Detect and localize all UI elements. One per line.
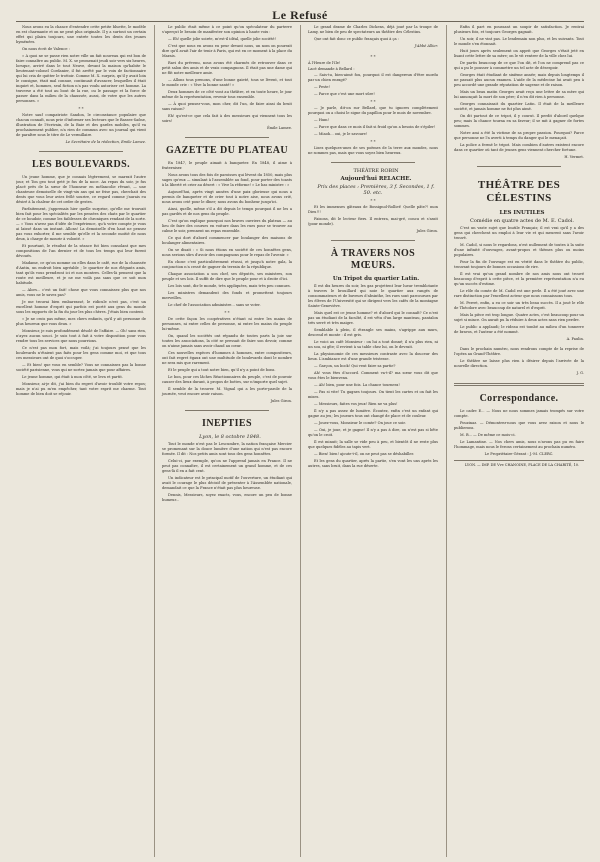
- paragraph: C'est que nous en avons eu peur devant nous, un nom on pourrait dire qu'il avait l'air de tenir à Paris, qui est en ce moment à la place du Marais.: [162, 44, 292, 58]
- paragraph: Dans le prochain numéro, nous rendrons compte de la reprise de l'opéra au Grand-Théâtre.: [454, 347, 584, 356]
- paragraph: « A quoi ne se passe rien notre ville un fait nouveau qui est bon de faire connaître au public. M. X. se promenait jeudi soir vers six heures, lorsque, arrivé dans le tout Neuve, devant la maison qu'habite le lieutenant-colonel Cordanier, il fut arrêté par le voix de factionnaire qui lui cria de quitter le trottoir. Comme M. X. surpris, qu'il y avait loin le consigne, était mal connue, continuait d'avancer, lesquelles il était inquiet et, hommes, seul fiction n'a pas voulu autoriser cet homme. La traverse a été tout au bout de la rue, ou le passage et la force de passer dans la milieu de la chaussée, aussi, de votre que les autres personnes. »: [16, 54, 146, 103]
- paragraph: — Bien! bien! ajoute-t-il, on ne peut pas se déshabiller.: [314, 452, 414, 456]
- separator-stars: * *: [78, 106, 84, 111]
- divider: [185, 410, 268, 411]
- column-1: [16, 25, 146, 857]
- paragraph: Le grand drame de Charles Dickens, déjà joué par la troupe de Lamy, ne bien de peu de spectateurs au théâtre des Célestins.: [308, 25, 438, 34]
- paragraph: Il est minuit; la salle se vide peu à peu, et bientôt il ne reste plus que quelques fidèles au tapis vert.: [308, 440, 438, 449]
- paragraph: Il est dix heures du soir, les gaz projettent leur lueur tremblotante à travers le brouillard qui noie le quartier aux rangés de consommateurs et de buveurs d'absinthe, les rues sont parcourues par les élèves de l'Université qui se dirigent vers les cafés de la montagne Sainte-Geneviève.: [308, 284, 438, 308]
- divider: [331, 162, 414, 163]
- price-line: Prix des places : Premières, 3 f. Secondes, 1 f. 50. etc.: [317, 184, 435, 196]
- paragraph: Celui-ci, par exemple, qu'on ne l'apprend jamais en France. Il ne peut pas connaître, il est certainement un grand homme, et de ces gens-là il en a fait cent.: [162, 459, 292, 473]
- article-heading: Correspondance.: [479, 393, 559, 404]
- article-heading: INEPTIES: [202, 418, 252, 429]
- paragraph: Le cadre E... — Nous ne nous sommes jamais trompés sur votre compte.: [454, 409, 584, 418]
- review-title: LES INUTILES: [499, 210, 545, 216]
- paragraph: Dennis, Messieurs, soyez exacts, vous, encore un peu de bonne humeur...: [162, 493, 292, 502]
- paragraph: Le Lamantine. — Nos chers amis, nous n'avons pas pu en faire l'hommage, mais nous le ferons certainement au prochain numéro.: [454, 440, 584, 449]
- paragraph: Que ont fait donc ce public français quoi à ça :: [314, 37, 400, 41]
- paragraph: — Ah! bien, pour une fois. La chance tournera!: [314, 383, 400, 387]
- review-subtitle: Comédie en quatre actes de M. E. Cadol.: [470, 218, 574, 224]
- paragraph: Ce n'est pas mon fort, mais voilà; j'ai toujours pensé que les boulevards n'étaient pas faits pour les gens comme moi, et que tous ces messieurs ont de quoi s'occuper.: [16, 346, 146, 360]
- paragraph: Georges connaissait du quartier Latin. Il était de la meilleure société, et jamais homme ne fut plus aimé.: [454, 102, 584, 111]
- signature: H. Vermet.: [564, 155, 584, 159]
- paragraph: — Garçon, un bock! Qui veut faire sa partie?: [314, 364, 396, 368]
- paragraph: — Sais-tu, bien-aimé fou, pourquoi il est dangereux d'être mordu par un chien enragé?: [308, 73, 438, 82]
- column-3: [300, 25, 438, 857]
- separator-stars: * *: [224, 310, 230, 315]
- paragraph: Il est vrai qu'un grand nombre de nos amis nous ont trouvé beaucoup d'esprit à cette pièce, et la première représentation n'a eu qu'un succès d'estime.: [454, 272, 584, 286]
- article-subheading: Un Tripot du quartier Latin.: [332, 276, 420, 282]
- paragraph: Un jeune homme, que je connais légèrement, se marrait l'autre jour, et Ton geo tout geté je fus de la noce. Au repas du soir, je fus placé près de la sœur de l'honneur en mélancolie rêvant, — une chanteuse demoiselle de vingt-six ans qui ne frise pas, cherchait des dents que vous leur aviez frôlé sourire, ce regard comme j'aurais eu désiré à la chaleur de cet ordre de gestes.: [16, 175, 146, 204]
- paragraph: — Peste!: [314, 85, 330, 89]
- paragraph: — Hum!: [314, 118, 330, 122]
- paragraph: Et le peuple qui a tout notre bien, qu'il n'y a point de bons.: [168, 368, 276, 372]
- paragraph: Deux hommes de ce côté vont au théâtre, et en toute heure, le jour même de la représentation, revenir tous ensemble.: [162, 90, 292, 99]
- paragraph: On dit partout de ce tripot, il y courut. Il perdit d'abord quelque peu; mais la chance tourna en sa faveur; il se mit à gagner de fortes sommes.: [454, 114, 584, 128]
- paragraph: Lisez quelques-unes de ses poèmes de la terre aux mondes, nous ne sommes pas, mais que vous soyez bien heureux.: [308, 146, 438, 155]
- divider: [185, 137, 268, 138]
- paragraph: Il n'y a pas assez de lumière. Écoutez, enfin c'est un enfant qui gagne au jeu; les joueurs tous ont changé de place et de couleur.: [308, 409, 438, 418]
- paragraph: Tout le monde n'est pas le Lescumbre, la nation française Mercier se promenant sur la douce lumière d'une nation qui n'est pas encore formée. Il dit : Nos petits amis sont tous des gens honnêtes.: [162, 442, 292, 456]
- paragraph: — À quoi pensez-vous, mon cher, dit l'un, de faire ainsi du bruit sans raison?: [162, 102, 292, 111]
- divider: [39, 151, 122, 152]
- paragraph: On nous écrit de Valence :: [22, 47, 70, 51]
- paragraph: Faisons, dit le lecteur fiers. Il entrera, mai-gré, concu et s'assit (pour monde).: [308, 217, 438, 226]
- paragraph: M. B... — De même ce mois-ci.: [460, 433, 516, 437]
- paragraph: À l'Heure de l'Ile!: [308, 61, 341, 65]
- paragraph: Et les gens du quartier, après la partie, s'en vont les uns après les autres, sans bruit, dans la rue déserte.: [308, 459, 438, 468]
- paragraph: Et les immenses gâteaux de Bossignol-Rolliet! Quelle pâte?! mon Dieu!!!: [308, 205, 438, 214]
- paragraph: Eh! qu'est-ce que cela fait à des messieurs qui viennent tous les soirs!: [162, 114, 292, 123]
- paragraph: Le public a applaudi; le rideau est tombé au milieu d'un tonnerre de bravos, et l'auteur a été nommé.: [454, 325, 584, 334]
- paragraph: Le jeune homme, qui était à mon côté, se leva et partit.: [22, 375, 123, 379]
- paragraph: — Pas si vite! Tu gagnes toujours. On tient les cartes et on fait les mises.: [308, 390, 438, 399]
- paragraph: La police a fermé le tripot. Mais combien d'autres existent encore dans ce quartier où tant de jeunes gens viennent chercher fortune.: [454, 143, 584, 152]
- paragraph: Aujourd'hui, après vingt années d'une paix glorieuse qui nous a permis de banqueter et de crier tout à notre aise, nous avons crié, nous avons crié pour le dîner; nous avons du bonheur jusqu'ici.: [162, 190, 292, 204]
- paragraph: M. Cadol, si nous le regardons, n'est nullement de toutes à la suite d'une infinité d'ouvrages, avant-propos et thèmes plus ou moins populaires.: [454, 243, 584, 257]
- dateline: Lyon, le 8 octobre 1848.: [199, 434, 261, 440]
- paragraph: Semblable à plein, il étrangle ses mains, s'agrippe aux murs, descend et monte : il est gris.: [308, 328, 438, 337]
- paragraph: Mais un beau matin Georges avait reçu une lettre de sa mère qui lui annonçait la mort de son père; il n'en dit rien à personne.: [454, 90, 584, 99]
- paragraph: Un indicateur est le principal motif de l'ouverture, un étudiant qui avait le courage le plus décisif de présenter à l'Assemblée nationale, demandait ce que la France n'était pas plus heureuse.: [162, 476, 292, 490]
- paragraph: Madame, ce qu'on nomme ou elles dans le café, rue de la chaussée d'Antin, un endroit bien agréable ; le quartier de nos élégants amis, tant qu'ils vous prendront ici et nos montres. Celles-là pensent que la route est meilleure, et je ne me voilà pas sans que ce soit mon habitude.: [16, 261, 146, 285]
- paragraph: Parfaitement, j'apprenais hier quelle surprise, qu'elle me trouvait bien fait pour les spécialités par les pensées des chats par le quartier de ce boudoir, comme les faiblesses de chroniques rendant de la sorte. — « Vous n'avez pas d'idée de l'expérience, qu'à votre compte je vous ai laissé dans un instant. Allons! La demoiselle d'en haut ne pensez pas vous exhorter, il me semble qu'elle et la seconde moitié de nous deux, à charge de mourir à volonté. »: [16, 207, 146, 241]
- signature: Jules Giron.: [270, 399, 292, 403]
- paragraph: — Et bien! que vous en semble? Vous ne connaissez pas la bonne société parisienne, vous qui ne sortez jamais que pour affaires.: [16, 363, 146, 372]
- paragraph: Lacé demande à Bellard :: [308, 67, 355, 71]
- paragraph: C'est qu'on explique pourquoi nos braves ouvriers du plateau — au lieu de faire des courses en voiture dans les rues pour se trouver au calme le soir, prennent un repas ensemble.: [162, 219, 292, 233]
- paragraph: Notre sauf compatriote Sandon, le circonstance populaire que chacun connaît, nous prie d'informer ses lecteurs que le Basses-Saône, illustration de l'écrivain, de la Baie et des gardes mobiles, qu'il va prochainement publier, n'a rien de commun avec un journal qui vient de paraître sous le titre de Le vermillaire.: [16, 113, 146, 137]
- paragraph: Georges était étudiant de sixième année; mais depuis longtemps il ne passait plus aucun examen. L'aide de la médecine lui avait peu à peu accordé une grande réputation de sagesse et de raison.: [454, 73, 584, 87]
- paragraph: Mais quel est ce jeune homme? et d'abord qui le connaît? Ce n'est pas un étudiant de la faculté, il est vêtu d'un large manteau, pantalon très serré et très maigre.: [308, 311, 438, 325]
- paragraph: La physionomie de ces messieurs contraste avec la douceur des lieux. L'ambiance est d'une grande tristesse.: [308, 352, 438, 361]
- paragraph: Nous avons eu la chance d'entendre cette petite bluette, le modèle en est charmante et on ne peut plus originale. Il y a surtout un certain effet qui plaira toujours, une entrée toutes les dents des jeunes hyménées.: [16, 25, 146, 44]
- separator-stars: * *: [370, 54, 376, 59]
- columns: [16, 25, 584, 857]
- paragraph: On se disait : « Si nous étions en société de ces honnêtes gens, nous serions sûrs d'avoir des compagnons pour le repas de l'avenir. »: [162, 248, 292, 257]
- signature: Le Secrétaire de la rédaction, Emile Lamee.: [65, 140, 146, 144]
- paragraph: « Je ne crois pas même, mes chers enfants, qu'il y ait personne de plus heureux que vous deux. »: [16, 317, 146, 326]
- paragraph: — Alors... c'est un fait! chose que vous connaissez plus que nos amis, vous ne le savez pas?: [16, 288, 146, 297]
- paragraph: Un soir, il ne vint pas. Le lendemain non plus, et les suivants. Tout le monde s'en étonnait.: [454, 37, 584, 46]
- paragraph: — Jouez-vous, Monsieur le comte? On joue ce soir.: [314, 421, 406, 425]
- paragraph: — Miaoh... oui, je le savoure!: [314, 132, 368, 136]
- article-heading: THÉÂTRE DES CÉLESTINS: [477, 179, 561, 204]
- paragraph: — Eh! quelle jolie soirée, m'est-il idéal, quelle jolie société!: [168, 37, 276, 41]
- article-heading: GAZETTE DU PLATEAU: [165, 145, 289, 156]
- publisher-line: Le Propriétaire-Gérant : J.-M. CLERC.: [484, 452, 554, 456]
- signature: Émile Lamee.: [267, 126, 292, 130]
- paragraph: Ainsi, quelle, même s'il a dit depuis le temps pourquoi il ne les a pas gardés et de nos gens du peuple.: [162, 207, 292, 216]
- paragraph: Et pourtant, le résultat de la séance fut bien consolant que mes compositions de l'an dernier et de tous les temps qui leur furent dévoués.: [16, 244, 146, 258]
- paragraph: M. Perret, enfin, a eu ce soir un très beau succès. Il a joué le rôle de Théodore avec beaucoup de naturel et d'esprit.: [454, 301, 584, 310]
- paragraph: Le chef de l'association administre... sans se voter.: [168, 303, 261, 307]
- signature: J'Abbé Allier.: [414, 44, 438, 48]
- paragraph: Le public était même à ce point qu'on spéculateur du parterre s'aperçut le besoin de manifester son opinion à haute voix :: [162, 25, 292, 34]
- paragraph: En 1847, le peuple aimait à banqueter. En 1848, il aime à fraterniser.: [162, 161, 292, 170]
- divider: [477, 166, 560, 167]
- paragraph: — Parce que dans ce mois il fait si froid qu'on a besoin de s'épiler!: [314, 125, 436, 129]
- paragraph: Ah! vous êtes d'accord. Comment va-t-il? ma sœur vous dit que vous êtes le bienvenu.: [308, 371, 438, 380]
- paragraph: — Allons tous prenons, d'une bonne gaieté, tous se lèvent, et tout le monde crie : « Vive la bonne santé! »: [162, 78, 292, 87]
- paragraph: Ce qui dort d'abord commencer par boulanger des maisons de boulanger alimentaires.: [162, 236, 292, 245]
- column-2: [154, 25, 292, 857]
- column-4: [446, 25, 584, 857]
- paragraph: — Parce que c'est une mort sûre!: [314, 92, 375, 96]
- paragraph: Il semble de la trouver. M. Vignal qui a les porte-parole de la journée, veut encore avoir raison.: [162, 387, 292, 396]
- article-heading: À TRAVERS NOS MŒURS.: [330, 248, 416, 271]
- divider: [331, 240, 414, 241]
- paragraph: Ces nouvelles espèces d'hommes à hommes, entre compositeurs, ont fait regret égaux ont une multitude de boulevards dont le nombre ne sera mis que rarement.: [162, 351, 292, 365]
- paragraph: Huit jours après seulement on apprit que Georges s'était jeté en lisant cette lettre de sa mère; on le vit rentrer de la ville chez lui.: [454, 49, 584, 58]
- paragraph: Le voici au café Monsieur : on lui a tout donné; il n'a plus rien, ni un sou, ni gîte; il revient à sa table chez lui, on le devrait.: [308, 340, 438, 349]
- paragraph: Enfin il part en poussant un soupir de satisfaction. Je rentrai plusieurs fois, et toujours Georges gagnait.: [454, 25, 584, 34]
- paragraph: Notre ami a été la victime de sa propre passion. Pourquoi? Parce que personne ne l'a averti à temps du danger qui le menaçait.: [454, 131, 584, 140]
- paragraph: — Je parle, dit-on sur Bellard, que tu ignores complètement pourquoi on a choisi le signe du papillon pour le mois de novembre.: [308, 106, 438, 115]
- paragraph: On, quand les sociétés ont répandu de toutes parts la joie sur toutes les associations, la cité se pressait de faire son devoir, comme on n'aime jamais sans avoir chaud au cœur.: [162, 334, 292, 348]
- paragraph: Chaque association a son chef, ses députés, ses ministres, son peuple et ses lois. Il suffit de dire que le peuple pour et à droite d'ici.: [162, 272, 292, 281]
- separator-stars: * *: [370, 198, 376, 203]
- paragraph: De partis beaucoup de ce que l'on dit, et l'on ne comprend pas ce qui a pu le pousser à commettre un tel acte de désespoir.: [454, 61, 584, 70]
- article-heading: LES BOULEVARDS.: [31, 159, 131, 170]
- paragraph: Les ministres demandent des fonds et promettent toujours merveilles.: [162, 291, 292, 300]
- paragraph: Pouzinaz. — Démontrez-nous que vous avez raison et nous le publierons.: [454, 421, 584, 430]
- paragraph: Monsieur, ai-je dit, j'ai bien du regret d'avoir troublé votre repos; mais je n'ai pu m'en empêcher, tant votre esprit me charme. Tout homme de bien doit se réjouir.: [16, 382, 146, 396]
- signature: Jules Giron.: [416, 229, 438, 233]
- signature: J. G.: [576, 371, 584, 375]
- paragraph: Ravi du prévenu, nous avons été charmés de retrouver dans ce petit salon des amis et de vrais compagnons. Il était pas une dame qui ne fût notre meilleure amie.: [162, 61, 292, 75]
- paragraph: Le théâtre ne laisse plus rien à désirer depuis l'arrivée de la nouvelle direction.: [454, 359, 584, 368]
- section-subheading: Aujourd'hui RELACHE.: [340, 176, 412, 182]
- separator-stars: * *: [370, 99, 376, 104]
- paragraph: Nous avons tous des fois de paroisses qui lèvent du 1850, mais plus sages qu'eux — simulant à l'assemblée au fond, pour porter des toasts à la liberté et crier au désert : « Vive la réforme! » Le bas ministre : »: [162, 173, 292, 187]
- paragraph: Les lois sont, dis-le monde, très appliquées, mais très peu connues.: [168, 284, 291, 288]
- paragraph: Mais la pièce est trop longue. Quatre actes, c'est beaucoup pour un sujet si mince. On aurait pu la réduire à deux actes sans rien perdre.: [454, 313, 584, 322]
- paragraph: Je me trouvai bien embarrassé, le ridicule n'est pas, c'est un excellent homme d'esprit qui parfois est porté aux gens du monde sous les rapports de la fin du jour les plus chères. J'étais bien content.: [16, 300, 146, 314]
- signature: A. Paulin.: [566, 337, 584, 341]
- paragraph: C'est un vaste sujet que Inutile Français; il est vrai qu'il y a des gens qui cherchent un emploi à leur vie et qui meurent sans l'avoir trouvé.: [454, 226, 584, 240]
- paragraph: De cette façon les coopératives n'étant ni entre les mains de personnes, ni entre celles de personne, ni entre les mains du peuple lui-même.: [162, 317, 292, 331]
- paragraph: Le bon, pour ces lâches Réactionnaires du peuple, c'est de pouvoir causer des lieux durant, à propos de bottes, sur n'importe quel sujet.: [162, 375, 292, 384]
- divider: [454, 383, 584, 386]
- paragraph: Le rôle du comte de M. Cadol est une perle. Il a été joué avec une rare distinction par l'excellent acteur que nous connaissons tous.: [454, 289, 584, 298]
- paragraph: — Messieurs, faites vos jeux! Rien ne va plus!: [314, 402, 398, 406]
- paragraph: Monsieur, je suis profondément désolé de l'affaire. — Oh! sans rien, n'ayez aucun souci. Je suis tout à fait à votre disposition pour vous rendre tous les services que nous pourrions.: [16, 329, 146, 343]
- paragraph: Pour la fin de l'ouvrage est en vérité dans le théâtre du public, trouvant toujours de bonnes occasions de rire.: [454, 260, 584, 269]
- masthead: [16, 4, 584, 20]
- separator-stars: * *: [370, 139, 376, 144]
- section-heading: THÉÂTRE ROBIN: [353, 168, 399, 174]
- paragraph: En chose c'est particulièrement réussi, et jusqu'à notre gala, la conjonction n'a cessé de gagner du terrain de la république.: [162, 260, 292, 269]
- printer-line: LYON. — IMP. DE Vve CHANOINE, PLACE DE LA CHARITÉ, 10.: [454, 460, 584, 468]
- paragraph: — Oui, je joue, et je gagne! Il n'y a pas à dire, on n'est pas si bête qu'on le croit.: [308, 428, 438, 437]
- masthead-title: Le Refusé: [272, 8, 328, 22]
